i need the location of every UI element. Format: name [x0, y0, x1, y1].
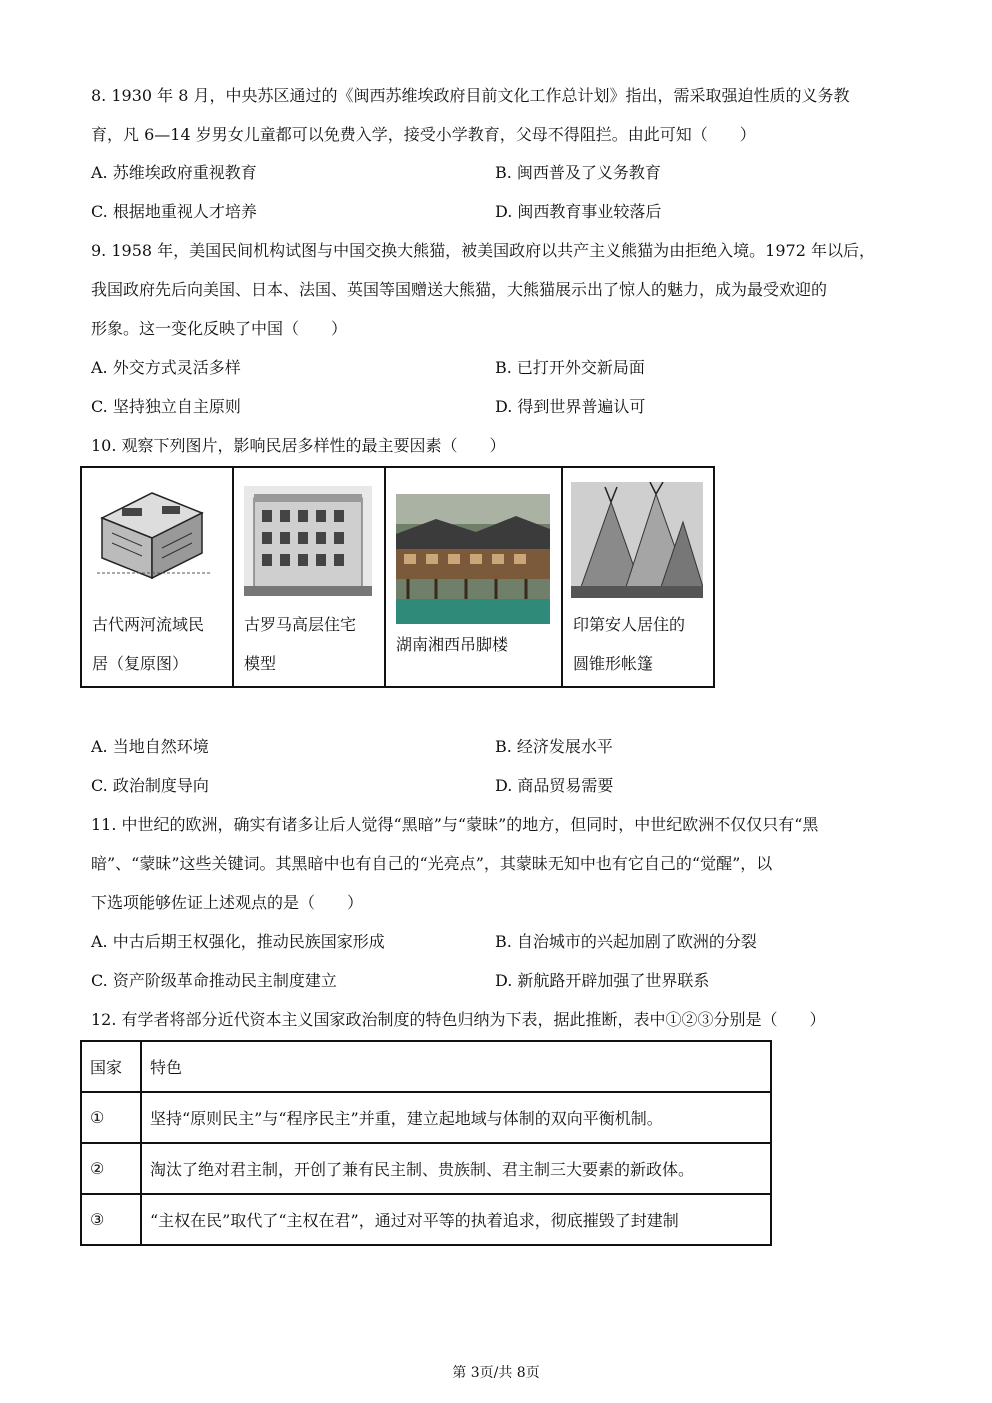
q8-option-a: A. 苏维埃政府重视教育 — [91, 163, 257, 182]
question-12-stem: 12. 有学者将部分近代资本主义国家政治制度的特色归纳为下表，据此推断，表中①②③分别是（ ） — [91, 1010, 826, 1029]
q9-option-a: A. 外交方式灵活多样 — [91, 358, 241, 377]
question-9-stem — [91, 231, 903, 348]
q8-option-d: D. 闽西教育事业较落后 — [495, 202, 662, 221]
q9-option-c: C. 坚持独立自主原则 — [91, 397, 241, 416]
q11-option-c: C. 资产阶级革命推动民主制度建立 — [91, 971, 337, 990]
q11-option-a: A. 中古后期王权强化，推动民族国家形成 — [91, 932, 385, 951]
caption-roman-line-1: 古罗马高层住宅 — [244, 615, 357, 634]
q10-option-d: D. 商品贸易需要 — [495, 776, 614, 795]
q10-option-c: C. 政治制度导向 — [91, 776, 209, 795]
mesopotamia-house-image — [92, 478, 216, 588]
caption-roman-line-2: 模型 — [244, 654, 277, 673]
q11-line-3: 下选项能够佐证上述观点的是（ ） — [91, 893, 364, 912]
picture-cell-tipi — [562, 467, 714, 687]
q8-line-2: 育，凡 6—14 岁男女儿童都可以免费入学，接受小学教育，父母不得阻拦。由此可知（ ） — [91, 125, 756, 144]
q9-line-2: 我国政府先后向美国、日本、法国、英国等国赠送大熊猫，大熊猫展示出了惊人的魅力，成为最受欢迎的 — [91, 280, 828, 299]
caption-roman — [244, 605, 378, 683]
q8-option-b: B. 闽西普及了义务教育 — [495, 163, 661, 182]
row-2-feature: 淘汰了绝对君主制，开创了兼有民主制、贵族制、君主制三大要素的新政体。 — [141, 1143, 771, 1194]
q11-line-2: 暗”、“蒙昧”这些关键词。其黑暗中也有自己的“光亮点”，其蒙昧无知中也有它自己的“觉醒”，以 — [91, 854, 773, 873]
q9-line-1: 9. 1958 年，美国民间机构试图与中国交换大熊猫，被美国政府以共产主义熊猫为由拒绝入境。1972 年以后， — [91, 241, 875, 260]
caption-tipi-line-2: 圆锥形帐篷 — [573, 654, 654, 673]
q10-option-b: B. 经济发展水平 — [495, 737, 613, 756]
tipi-tent-image — [571, 482, 703, 598]
picture-cell-roman — [233, 467, 385, 687]
q8-option-c: C. 根据地重视人才培养 — [91, 202, 257, 221]
q9-line-3: 形象。这一变化反映了中国（ ） — [91, 319, 348, 338]
row-2-country: ② — [81, 1143, 141, 1194]
housing-picture-table — [80, 466, 715, 688]
row-1-feature: 坚持“原则民主”与“程序民主”并重，建立起地域与体制的双向平衡机制。 — [141, 1092, 771, 1143]
q9-option-d: D. 得到世界普遍认可 — [495, 397, 646, 416]
caption-tipi-line-1: 印第安人居住的 — [573, 615, 686, 634]
caption-tipi — [573, 605, 707, 683]
question-11-stem — [91, 805, 903, 922]
picture-cell-mesopotamia — [81, 467, 233, 687]
table-row — [81, 1092, 771, 1143]
header-feature: 特色 — [141, 1041, 771, 1092]
q11-line-1: 11. 中世纪的欧洲，确实有诸多让后人觉得“黑暗”与“蒙昧”的地方，但同时，中世纪欧洲不仅仅只有“黑 — [91, 815, 819, 834]
table-row — [81, 1143, 771, 1194]
table-row — [81, 1194, 771, 1245]
question-10-stem: 10. 观察下列图片，影响民居多样性的最主要因素（ ） — [91, 436, 506, 455]
caption-mesopotamia-line-1: 古代两河流域民 — [92, 615, 205, 634]
caption-xiangxi: 湖南湘西吊脚楼 — [396, 635, 509, 654]
page-footer: 第 3页/共 8页 — [452, 1365, 540, 1381]
q9-option-b: B. 已打开外交新局面 — [495, 358, 645, 377]
table-header-row — [81, 1041, 771, 1092]
roman-building-image — [244, 486, 372, 596]
question-8-stem — [91, 76, 903, 154]
caption-mesopotamia — [92, 605, 226, 683]
political-system-table — [80, 1040, 772, 1246]
row-1-country: ① — [81, 1092, 141, 1143]
picture-cell-xiangxi — [385, 467, 562, 687]
q11-option-d: D. 新航路开辟加强了世界联系 — [495, 971, 710, 990]
q11-option-b: B. 自治城市的兴起加剧了欧洲的分裂 — [495, 932, 757, 951]
q10-option-a: A. 当地自然环境 — [91, 737, 209, 756]
caption-mesopotamia-line-2: 居（复原图） — [92, 654, 189, 673]
row-3-country: ③ — [81, 1194, 141, 1245]
row-3-feature: “主权在民”取代了“主权在君”，通过对平等的执着追求，彻底摧毁了封建制 — [141, 1194, 771, 1245]
q8-line-1: 8. 1930 年 8 月，中央苏区通过的《闽西苏维埃政府目前文化工作总计划》指出，需采取强迫性质的义务教 — [91, 86, 850, 105]
header-country: 国家 — [81, 1041, 141, 1092]
stilt-house-image — [396, 494, 550, 624]
